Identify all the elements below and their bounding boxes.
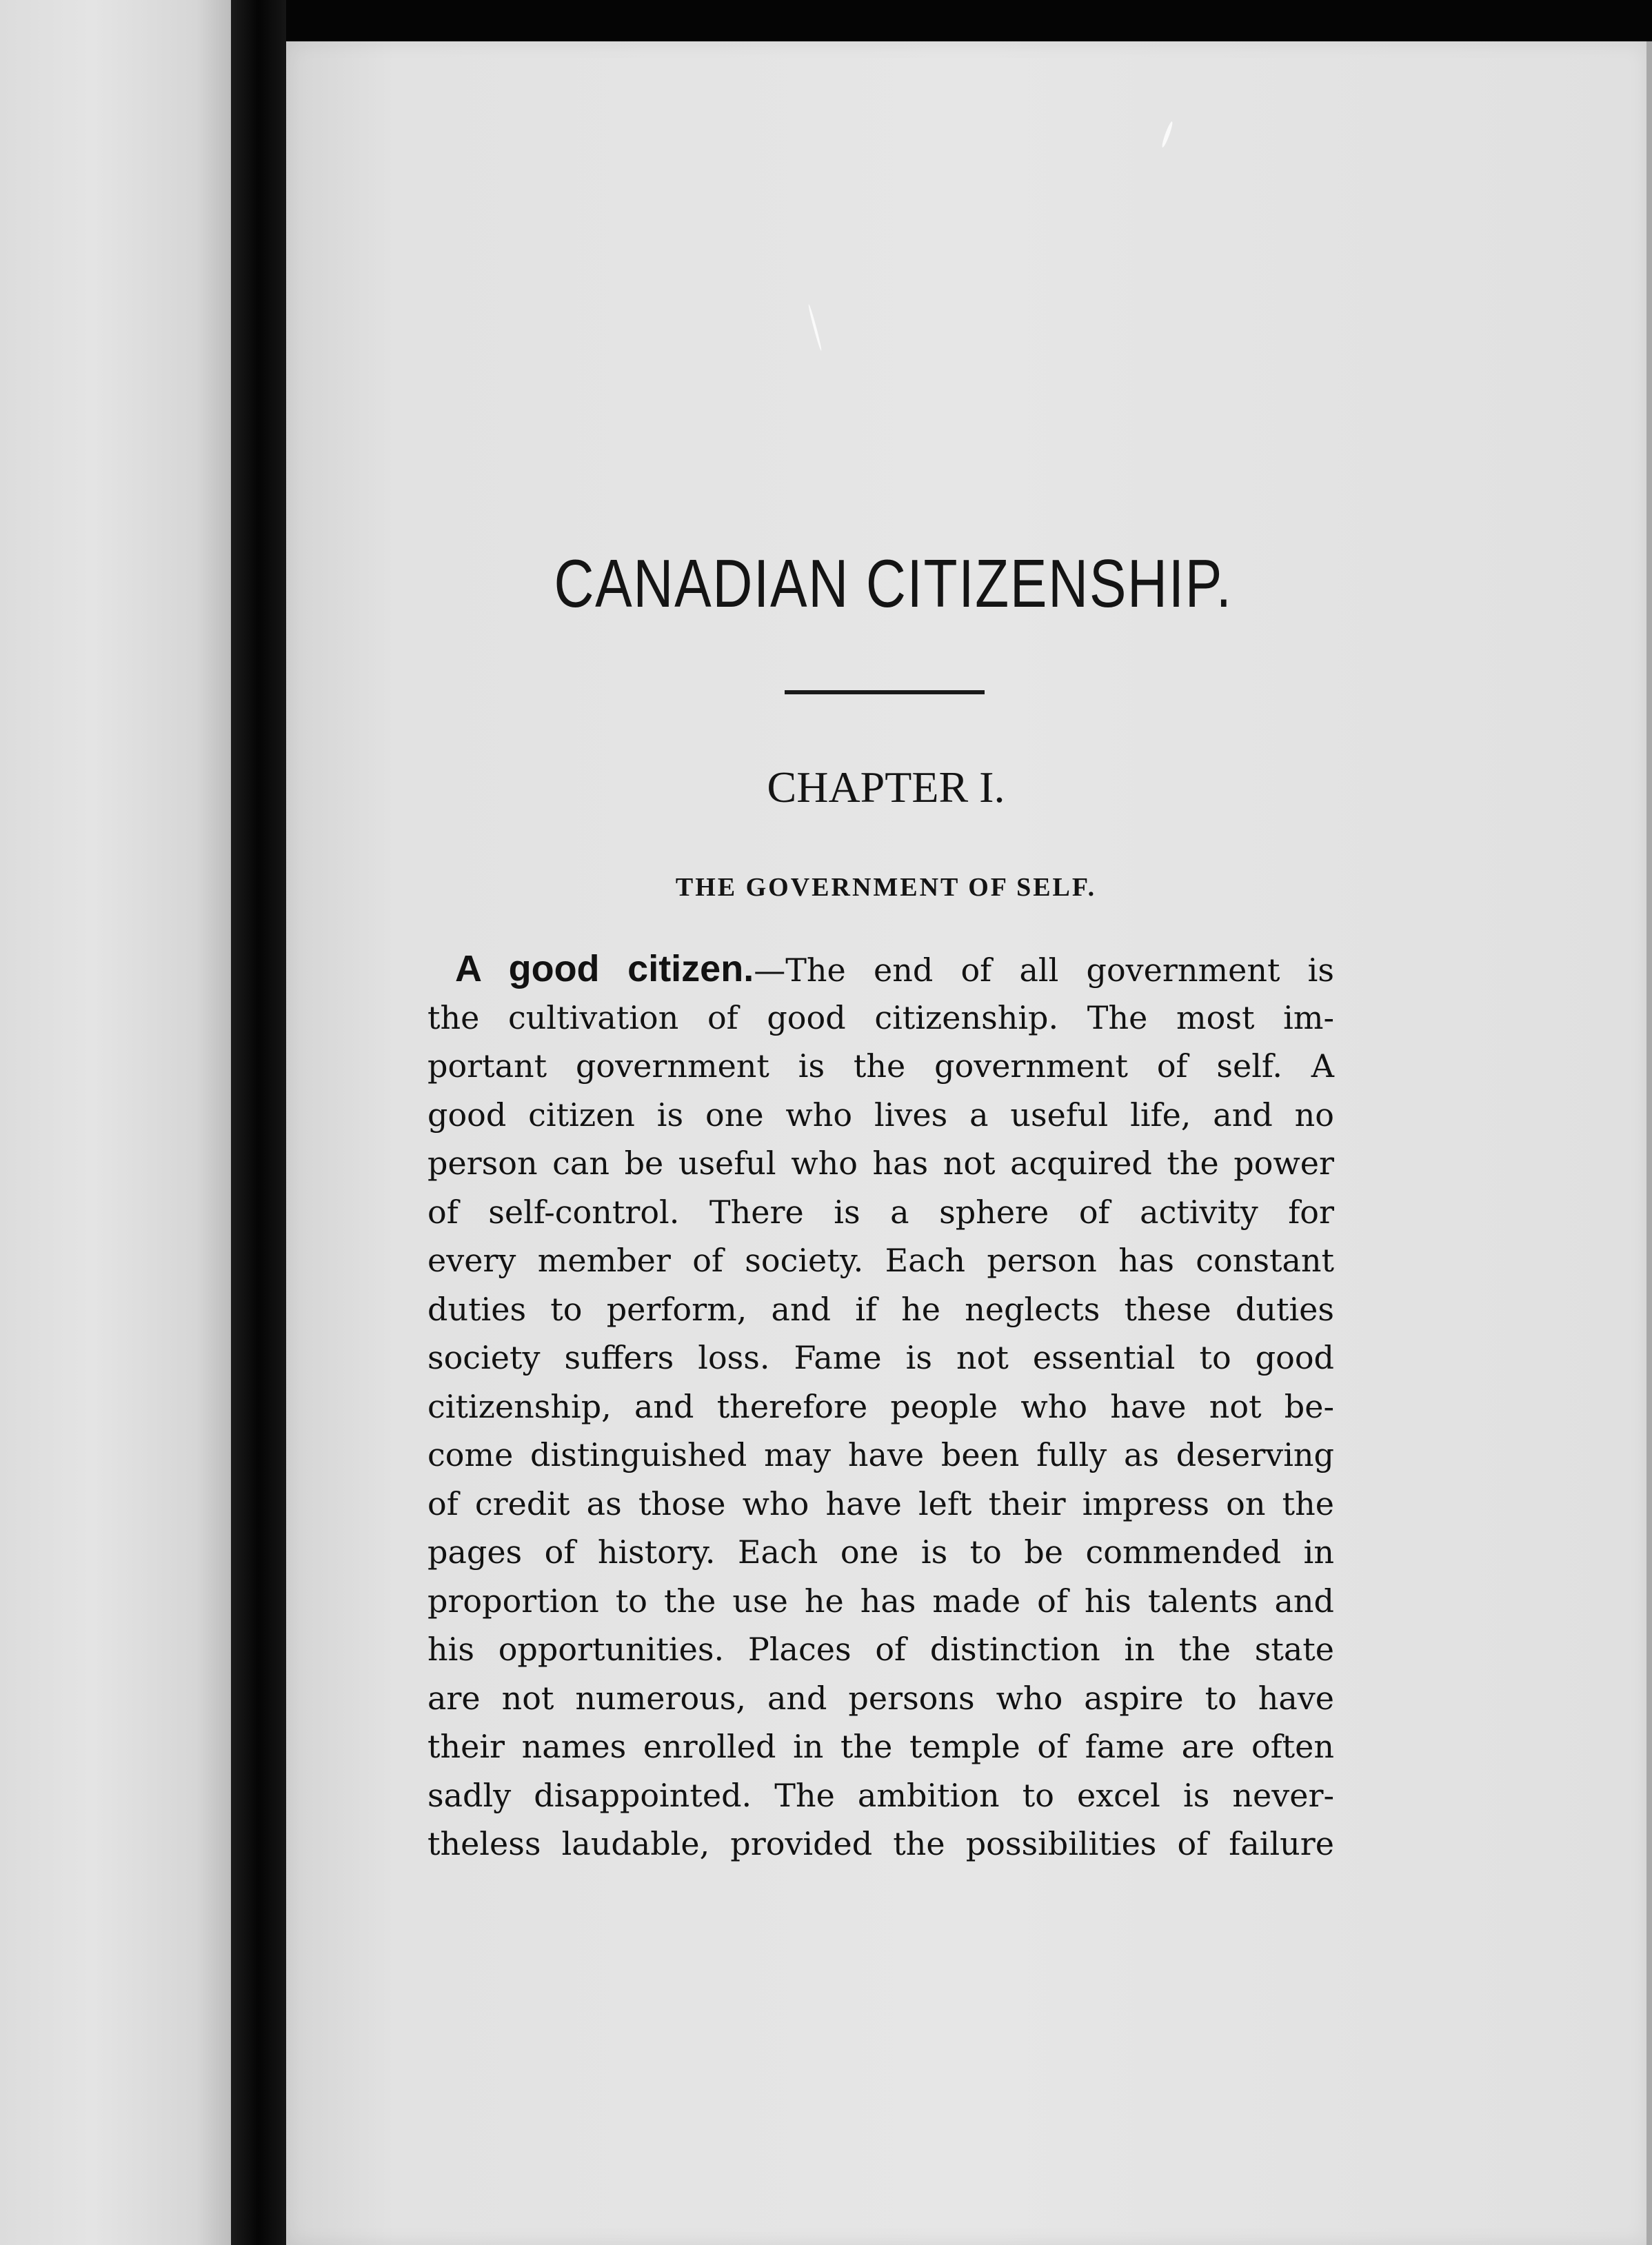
paragraph-lead: A good citizen.: [455, 948, 754, 989]
paragraph-line: portant government is the government of self. A: [427, 1047, 1334, 1085]
body-paragraph: [427, 945, 1334, 1869]
paragraph-line: are not numerous, and persons who aspire to have: [427, 1679, 1334, 1717]
paragraph-line: of self-control. There is a sphere of activity for: [427, 1193, 1334, 1231]
book-title: CANADIAN CITIZENSHIP.: [554, 545, 1233, 621]
paragraph-line: person can be useful who has not acquired the power: [427, 1145, 1334, 1182]
paragraph-line: society suffers loss. Fame is not essential to good: [427, 1339, 1334, 1376]
previous-page-edge: [0, 0, 231, 2245]
paragraph-line: A good citizen.—The end of all government is: [455, 948, 1334, 989]
page-right-edge: [1646, 41, 1652, 2245]
chapter-heading: CHAPTER I.: [767, 763, 1005, 812]
paragraph-line: proportion to the use he has made of his talents and: [427, 1582, 1334, 1620]
section-heading: THE GOVERNMENT OF SELF.: [675, 873, 1097, 902]
paragraph-line: citizenship, and therefore people who have not be-: [427, 1387, 1334, 1425]
paragraph-line: his opportunities. Places of distinction in the state: [427, 1631, 1334, 1668]
paragraph-line: their names enrolled in the temple of fame are often: [427, 1728, 1334, 1765]
paragraph-line: sadly disappointed. The ambition to excel is never-: [427, 1776, 1334, 1814]
paragraph-line: the cultivation of good citizenship. The most im-: [427, 998, 1334, 1036]
paragraph-line: theless laudable, provided the possibilities of failure: [427, 1825, 1334, 1862]
title-divider: [785, 690, 985, 694]
paragraph-line: of credit as those who have left their impress on the: [427, 1484, 1334, 1522]
paragraph-line: pages of history. Each one is to be commended in: [427, 1533, 1334, 1571]
paragraph-line: every member of society. Each person has constant: [427, 1242, 1334, 1279]
paragraph-line: duties to perform, and if he neglects these duties: [427, 1290, 1334, 1328]
book-gutter: [231, 0, 286, 2245]
paragraph-line: come distinguished may have been fully as deserving: [427, 1436, 1334, 1473]
paragraph-line: good citizen is one who lives a useful life, and no: [427, 1096, 1334, 1134]
top-border: [286, 0, 1652, 41]
